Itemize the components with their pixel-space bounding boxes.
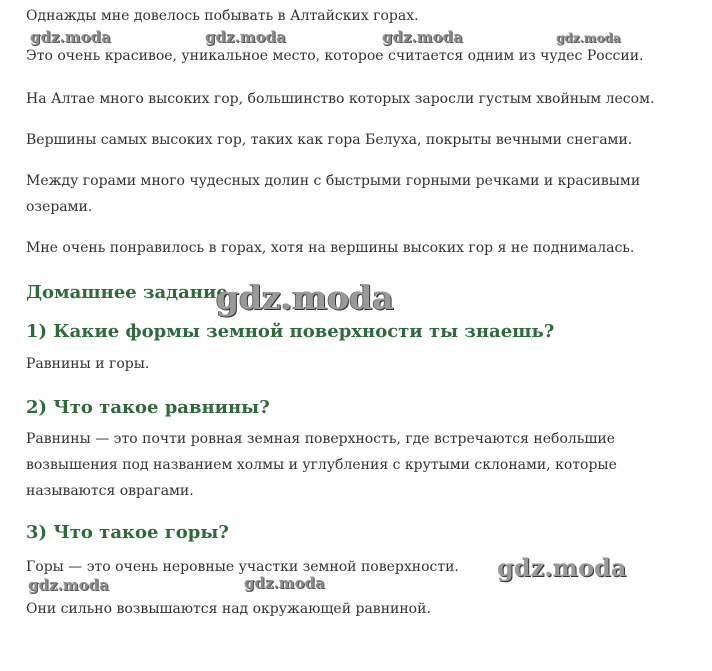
- answer-3-line-2: Они сильно возвышаются над окружающей равниной.: [26, 601, 431, 617]
- watermark-logo: gdz.moda: [382, 28, 463, 46]
- watermark-logo: gdz.moda: [205, 28, 286, 46]
- paragraph-4: Вершины самых высоких гор, таких как гора Белуха, покрыты вечными снегами.: [26, 132, 633, 148]
- question-2: 2) Что такое равнины?: [26, 397, 270, 418]
- paragraph-6: Мне очень понравилось в горах, хотя на вершины высоких гор я не поднималась.: [26, 240, 635, 256]
- answer-1: Равнины и горы.: [26, 356, 150, 372]
- paragraph-5-line-2: озерами.: [26, 199, 93, 215]
- watermark-logo: gdz.moda: [556, 31, 621, 45]
- answer-3-line-1: Горы — это очень неровные участки земной поверхности.: [26, 559, 459, 575]
- answer-2-line-1: Равнины — это почти ровная земная поверхность, где встречаются небольшие: [26, 431, 616, 447]
- paragraph-2: Это очень красивое, уникальное место, которое считается одним из чудес России.: [26, 48, 644, 64]
- paragraph-1: Однажды мне довелось побывать в Алтайских горах.: [26, 8, 419, 24]
- question-3: 3) Что такое горы?: [26, 522, 229, 543]
- question-1: 1) Какие формы земной поверхности ты знаешь?: [26, 321, 555, 342]
- answer-2-line-2: возвышения под названием холмы и углубления с крутыми склонами, которые: [26, 457, 617, 473]
- watermark-logo: gdz.moda: [497, 553, 627, 582]
- watermark-logo: gdz.moda: [244, 574, 325, 592]
- watermark-logo: gdz.moda: [28, 576, 109, 594]
- paragraph-3: На Алтае много высоких гор, большинство которых заросли густым хвойным лесом.: [26, 91, 655, 107]
- paragraph-5-line-1: Между горами много чудесных долин с быстрыми горными речками и красивыми: [26, 173, 641, 189]
- watermark-logo: gdz.moda: [30, 28, 111, 46]
- answer-2-line-3: называются оврагами.: [26, 483, 194, 499]
- homework-heading: Домашнее задание: [26, 282, 228, 303]
- watermark-logo: gdz.moda: [216, 278, 394, 317]
